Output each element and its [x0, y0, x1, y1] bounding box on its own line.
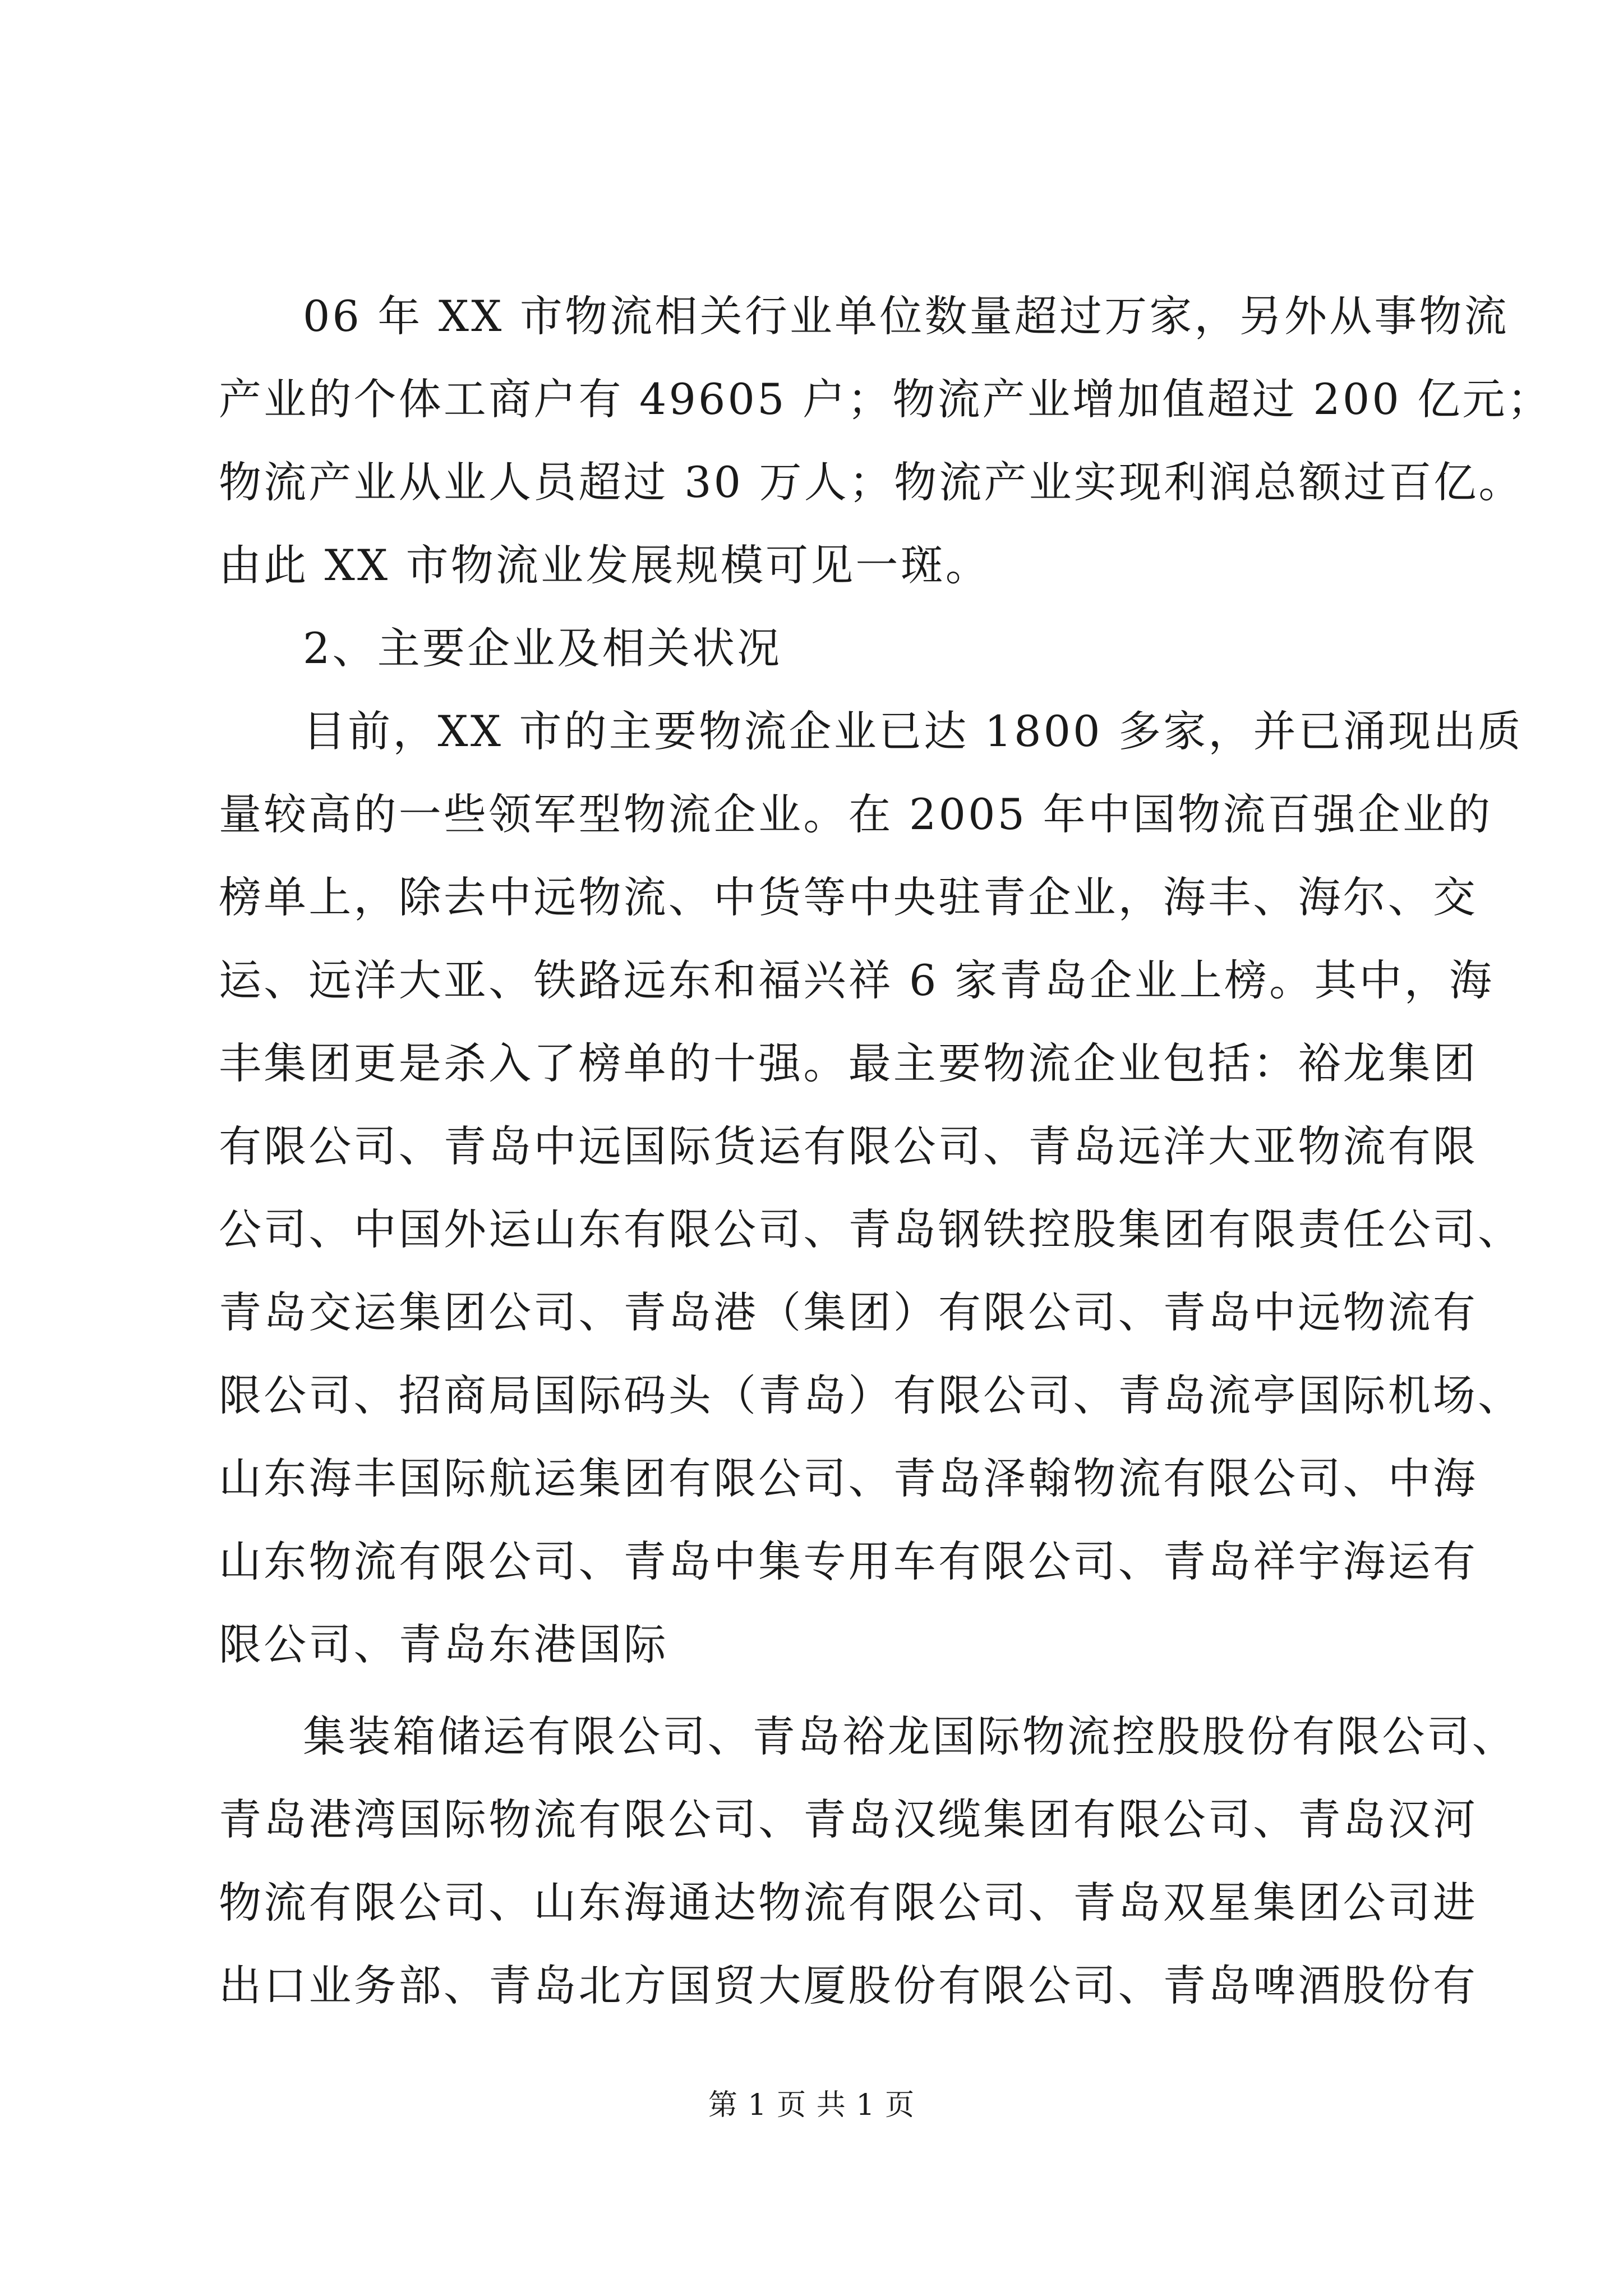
- page-footer: 第 1 页 共 1 页: [708, 2088, 915, 2122]
- document-body: [219, 275, 1552, 2027]
- text-line: 山东海丰国际航运集团有限公司、青岛泽翰物流有限公司、中海: [219, 1453, 1478, 1503]
- text-line: 出口业务部、青岛北方国贸大厦股份有限公司、青岛啤酒股份有: [219, 1961, 1478, 2010]
- text-line: 集装箱储运有限公司、青岛裕龙国际物流控股股份有限公司、: [303, 1711, 1517, 1761]
- text-line: 榜单上，除去中远物流、中货等中央驻青企业，海丰、海尔、交: [219, 872, 1478, 922]
- text-line: 产业的个体工商户有 49605 户；物流产业增加值超过 200 亿元；: [219, 374, 1552, 424]
- text-line: 限公司、青岛东港国际: [219, 1619, 668, 1669]
- text-line: 物流产业从业人员超过 30 万人；物流产业实现利润总额过百亿。: [219, 457, 1524, 507]
- text-line: 丰集团更是杀入了榜单的十强。最主要物流企业包括：裕龙集团: [219, 1038, 1478, 1088]
- text-line: 由此 XX 市物流业发展规模可见一斑。: [219, 540, 990, 590]
- text-line: 山东物流有限公司、青岛中集专用车有限公司、青岛祥宇海运有: [219, 1536, 1478, 1586]
- text-line: 公司、中国外运山东有限公司、青岛钢铁控股集团有限责任公司、: [219, 1204, 1523, 1254]
- text-line: 量较高的一些领军型物流企业。在 2005 年中国物流百强企业的: [219, 789, 1493, 839]
- text-line: 2、主要企业及相关状况: [303, 623, 782, 673]
- text-line: 06 年 XX 市物流相关行业单位数量超过万家，另外从事物流: [303, 291, 1509, 341]
- text-line: 限公司、招商局国际码头（青岛）有限公司、青岛流亭国际机场、: [219, 1370, 1523, 1420]
- text-line: 目前，XX 市的主要物流企业已达 1800 多家，并已涌现出质: [303, 706, 1523, 756]
- text-line: 有限公司、青岛中远国际货运有限公司、青岛远洋大亚物流有限: [219, 1121, 1478, 1171]
- text-line: 运、远洋大亚、铁路远东和福兴祥 6 家青岛企业上榜。其中，海: [219, 955, 1495, 1005]
- text-line: 青岛港湾国际物流有限公司、青岛汉缆集团有限公司、青岛汉河: [219, 1795, 1478, 1844]
- text-line: 物流有限公司、山东海通达物流有限公司、青岛双星集团公司进: [219, 1878, 1478, 1927]
- text-line: 青岛交运集团公司、青岛港（集团）有限公司、青岛中远物流有: [219, 1287, 1478, 1337]
